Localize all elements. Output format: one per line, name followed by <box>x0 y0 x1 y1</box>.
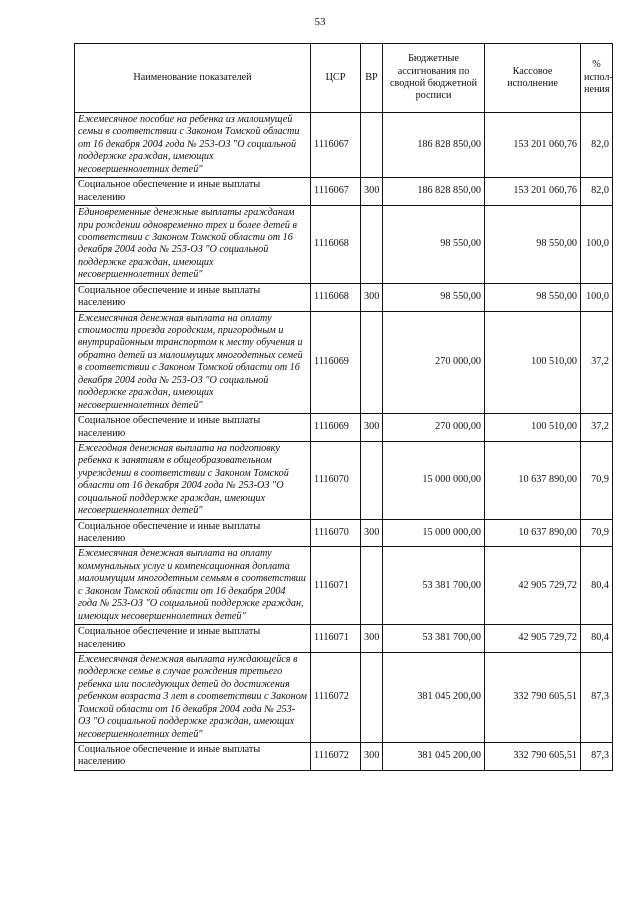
row-vr <box>361 652 383 742</box>
row-budget: 53 381 700,00 <box>383 547 485 625</box>
row-cash: 100 510,00 <box>485 414 581 442</box>
row-pct: 100,0 <box>581 283 613 311</box>
row-csr: 1116067 <box>311 113 361 178</box>
row-vr: 300 <box>361 414 383 442</box>
row-pct: 37,2 <box>581 414 613 442</box>
table-row <box>75 652 613 742</box>
row-pct: 87,3 <box>581 652 613 742</box>
row-budget: 53 381 700,00 <box>383 625 485 653</box>
row-cash: 10 637 890,00 <box>485 519 581 547</box>
row-budget: 381 045 200,00 <box>383 652 485 742</box>
row-pct: 37,2 <box>581 311 613 414</box>
row-csr: 1116072 <box>311 652 361 742</box>
row-csr: 1116070 <box>311 441 361 519</box>
row-csr: 1116071 <box>311 625 361 653</box>
row-name: Ежегодная денежная выплата на подготовку ребенка к занятиям в общеобразовательном учреждении в соответствии с Законом Томской области от 16 декабря 2004 года № 253-ОЗ "О социальной поддержке граждан, имеющих несовершеннолетних детей" <box>75 441 311 519</box>
table-row <box>75 441 613 519</box>
row-cash: 100 510,00 <box>485 311 581 414</box>
table-row <box>75 206 613 284</box>
row-name: Ежемесячная денежная выплата на оплату стоимости проезда городским, пригородным и внутрирайонным транспортом к месту обучения и обратно детей из малоимущих многодетных семей в соответствии с Законом Томской области от 16 декабря 2004 года № 253-ОЗ "О социальной поддержке граждан, имеющих несовершеннолетних детей" <box>75 311 311 414</box>
row-budget: 15 000 000,00 <box>383 519 485 547</box>
row-vr: 300 <box>361 178 383 206</box>
row-csr: 1116069 <box>311 414 361 442</box>
row-cash: 42 905 729,72 <box>485 547 581 625</box>
row-budget: 98 550,00 <box>383 206 485 284</box>
header-csr: ЦСР <box>311 44 361 113</box>
table-row <box>75 311 613 414</box>
row-vr <box>361 441 383 519</box>
row-name: Ежемесячное пособие на ребенка из малоимущей семьи в соответствии с Законом Томской области от 16 декабря 2004 года № 253-ОЗ "О социальной поддержке граждан, имеющих несовершеннолетних детей" <box>75 113 311 178</box>
page-number: 53 <box>314 16 326 28</box>
row-name: Ежемесячная денежная выплата на оплату коммунальных услуг и компенсационная доплата малоимущим многодетным семьям в соответствии с Законом Томской области от 16 декабря 2004 года № 253-ОЗ "О социальной поддержке граждан, имеющих несовершеннолетних детей" <box>75 547 311 625</box>
row-cash: 42 905 729,72 <box>485 625 581 653</box>
table-row <box>75 519 613 547</box>
row-name: Социальное обеспечение и иные выплаты населению <box>75 283 311 311</box>
row-name: Единовременные денежные выплаты гражданам при рождении одновременно трех и более детей в соответствии с Законом Томской области от 16 декабря 2004 года № 253-ОЗ "О социальной поддержке граждан, имеющих несовершеннолетних детей" <box>75 206 311 284</box>
row-pct: 70,9 <box>581 519 613 547</box>
row-csr: 1116071 <box>311 547 361 625</box>
row-vr: 300 <box>361 625 383 653</box>
table-header-row <box>75 44 613 113</box>
row-pct: 100,0 <box>581 206 613 284</box>
row-budget: 186 828 850,00 <box>383 178 485 206</box>
table-row <box>75 113 613 178</box>
table-row <box>75 178 613 206</box>
header-cash: Кассовое исполнение <box>485 44 581 113</box>
row-name: Социальное обеспечение и иные выплаты населению <box>75 414 311 442</box>
row-vr <box>361 311 383 414</box>
row-pct: 80,4 <box>581 547 613 625</box>
row-budget: 15 000 000,00 <box>383 441 485 519</box>
row-cash: 10 637 890,00 <box>485 441 581 519</box>
row-budget: 270 000,00 <box>383 414 485 442</box>
table-row <box>75 283 613 311</box>
row-vr <box>361 206 383 284</box>
row-csr: 1116068 <box>311 206 361 284</box>
row-pct: 87,3 <box>581 743 613 771</box>
row-name: Социальное обеспечение и иные выплаты населению <box>75 178 311 206</box>
row-cash: 153 201 060,76 <box>485 178 581 206</box>
table-row <box>75 414 613 442</box>
header-pct: % испол-нения <box>581 44 613 113</box>
header-vr: ВР <box>361 44 383 113</box>
row-vr <box>361 547 383 625</box>
row-pct: 82,0 <box>581 113 613 178</box>
row-csr: 1116068 <box>311 283 361 311</box>
row-cash: 332 790 605,51 <box>485 743 581 771</box>
row-csr: 1116072 <box>311 743 361 771</box>
table-row <box>75 743 613 771</box>
row-vr: 300 <box>361 283 383 311</box>
row-name: Ежемесячная денежная выплата нуждающейся в поддержке семье в случае рождения третьего ребенка или последующих детей до достижения ребенком возраста 3 лет в соответствии с Законом Томской области от 16 декабря 2004 года № 253-ОЗ "О социальной поддержке граждан, имеющих несовершеннолетних детей" <box>75 652 311 742</box>
header-name: Наименование показателей <box>75 44 311 113</box>
row-pct: 70,9 <box>581 441 613 519</box>
row-cash: 98 550,00 <box>485 283 581 311</box>
row-cash: 98 550,00 <box>485 206 581 284</box>
header-budget: Бюджетные ассигнования по сводной бюджетной росписи <box>383 44 485 113</box>
row-budget: 98 550,00 <box>383 283 485 311</box>
row-csr: 1116070 <box>311 519 361 547</box>
row-name: Социальное обеспечение и иные выплаты населению <box>75 743 311 771</box>
table-row <box>75 625 613 653</box>
row-vr: 300 <box>361 519 383 547</box>
budget-execution-table <box>74 43 613 771</box>
row-vr: 300 <box>361 743 383 771</box>
row-budget: 270 000,00 <box>383 311 485 414</box>
row-cash: 332 790 605,51 <box>485 652 581 742</box>
row-csr: 1116067 <box>311 178 361 206</box>
row-pct: 82,0 <box>581 178 613 206</box>
row-budget: 381 045 200,00 <box>383 743 485 771</box>
table-row <box>75 547 613 625</box>
row-name: Социальное обеспечение и иные выплаты населению <box>75 625 311 653</box>
row-pct: 80,4 <box>581 625 613 653</box>
row-vr <box>361 113 383 178</box>
row-name: Социальное обеспечение и иные выплаты населению <box>75 519 311 547</box>
row-cash: 153 201 060,76 <box>485 113 581 178</box>
row-csr: 1116069 <box>311 311 361 414</box>
row-budget: 186 828 850,00 <box>383 113 485 178</box>
